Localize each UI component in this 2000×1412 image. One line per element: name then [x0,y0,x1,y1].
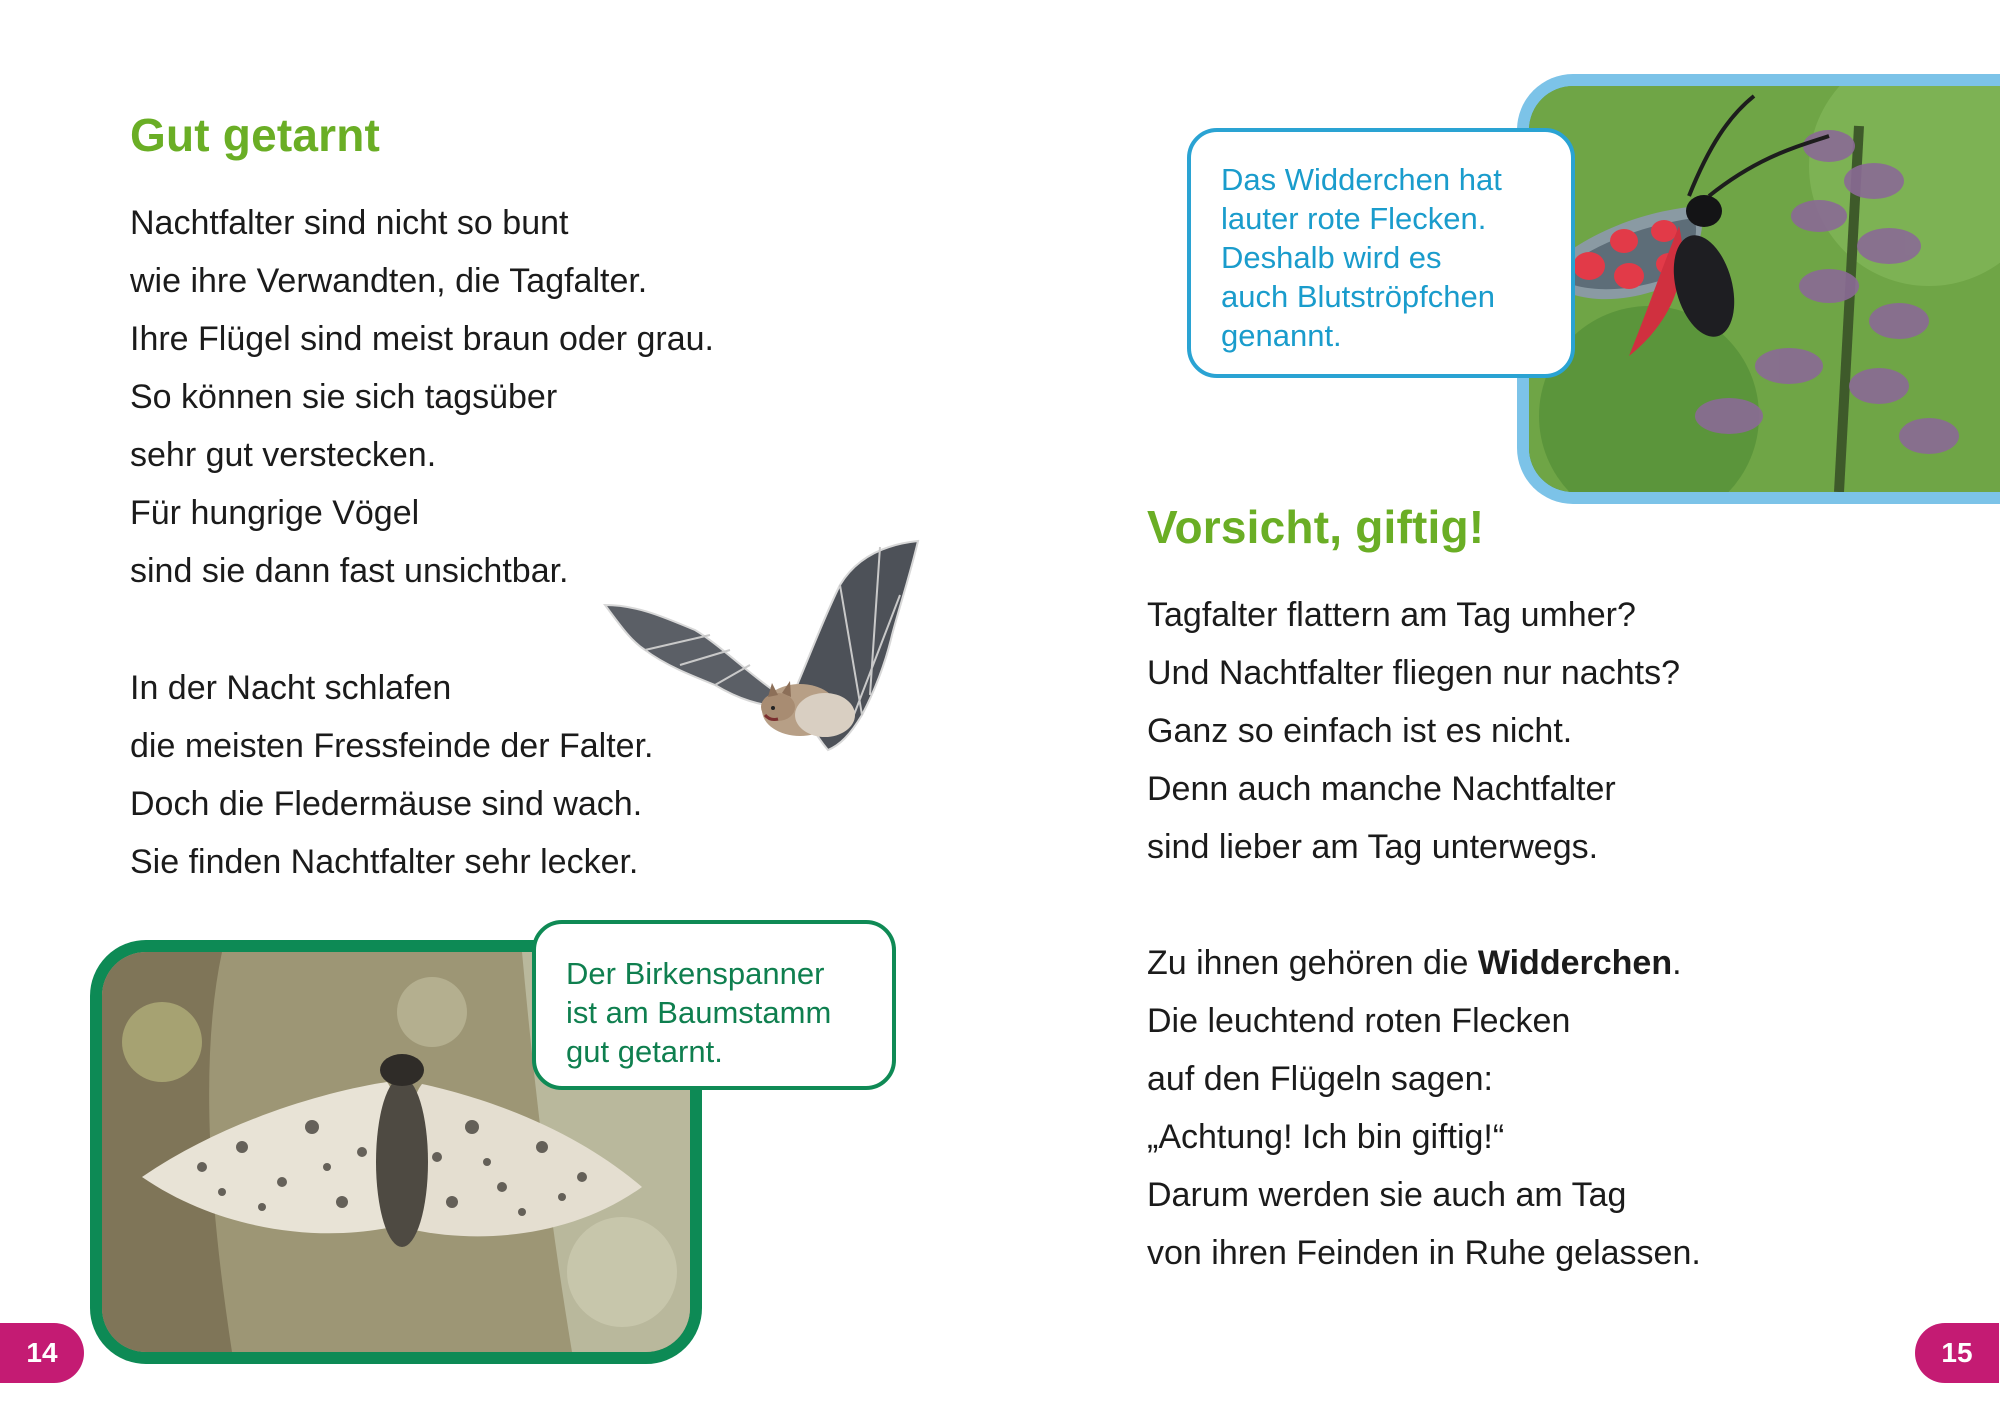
text-line: wie ihre Verwandten, die Tagfalter. [130,262,648,300]
callout-birkenspanner [532,920,896,1090]
page-number-right: 15 [1915,1323,1999,1383]
heading-vorsicht-giftig: Vorsicht, giftig! [1147,501,1485,553]
text-line: So können sie sich tagsüber [130,378,558,416]
text-line: „Achtung! Ich bin giftig!“ [1147,1118,1505,1156]
text-line: von ihren Feinden in Ruhe gelassen. [1147,1234,1701,1272]
text-line: sind sie dann fast unsichtbar. [130,552,569,590]
photo-widderchen [1517,74,2000,504]
text-line: Ganz so einfach ist es nicht. [1147,712,1573,750]
text-line: Doch die Fledermäuse sind wach. [130,785,643,823]
callout-line: Der Birkenspanner [566,956,825,991]
text-line: sind lieber am Tag unterwegs. [1147,828,1599,866]
text-line: Denn auch manche Nachtfalter [1147,770,1616,808]
callout-line: genannt. [1221,318,1342,353]
bat-icon [600,535,920,755]
callout-line: gut getarnt. [566,1034,723,1069]
text-line [1147,934,1701,992]
text-line: auf den Flügeln sagen: [1147,1060,1493,1098]
callout-line: ist am Baumstamm [566,995,832,1030]
callout-widderchen [1187,128,1575,378]
page-number-left: 14 [0,1323,84,1383]
text-line: Für hungrige Vögel [130,494,420,532]
callout-line: Deshalb wird es [1221,240,1442,275]
text-line: sehr gut verstecken. [130,436,437,474]
text-line: Die leuchtend roten Flecken [1147,1002,1571,1040]
text-line: die meisten Fressfeinde der Falter. [130,727,654,765]
heading-gut-getarnt: Gut getarnt [130,109,381,161]
text-line: Nachtfalter sind nicht so bunt [130,204,569,242]
text-segment: . [1672,944,1682,982]
paragraph-widderchen [1147,934,1701,1282]
text-line: Darum werden sie auch am Tag [1147,1176,1627,1214]
text-line: In der Nacht schlafen [130,669,452,707]
text-line: Sie finden Nachtfalter sehr lecker. [130,843,639,881]
text-line: Und Nachtfalter fliegen nur nachts? [1147,654,1680,692]
text-segment: Zu ihnen gehören die [1147,944,1478,982]
text-line: Tagfalter flattern am Tag umher? [1147,596,1636,634]
paragraph-predators [130,659,653,891]
callout-line: Das Widderchen hat [1221,162,1502,197]
burnet-moth-icon [1529,86,2000,492]
callout-line: lauter rote Flecken. [1221,201,1487,236]
paragraph-day-night [1147,586,1680,876]
bold-word-widderchen: Widderchen [1477,944,1673,982]
callout-line: auch Blutströpfchen [1221,279,1496,314]
text-line: Ihre Flügel sind meist braun oder grau. [130,320,714,358]
bat-illustration [600,535,920,755]
